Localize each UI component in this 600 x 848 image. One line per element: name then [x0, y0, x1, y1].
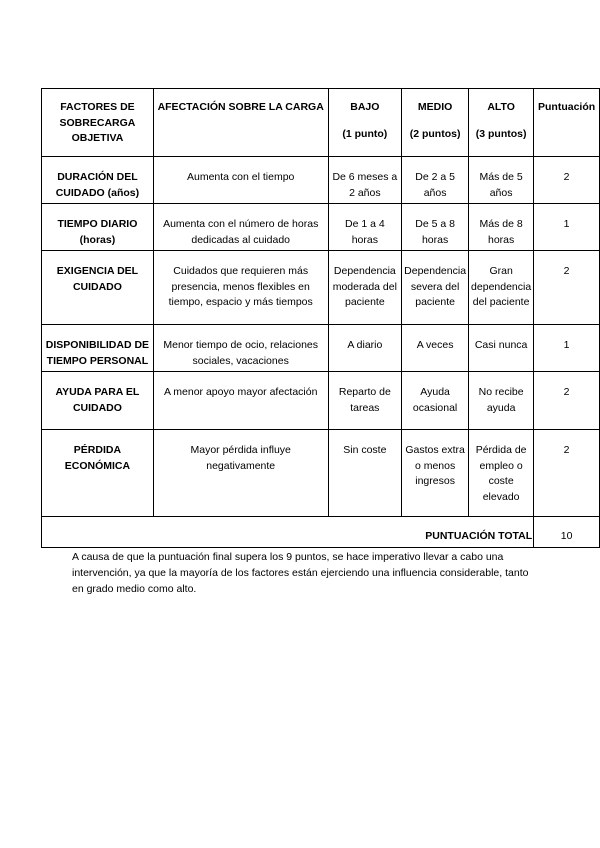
factor-cell: DISPONIBILIDAD DE TIEMPO PERSONAL: [42, 325, 154, 372]
mid-cell: De 2 a 5 años: [402, 157, 469, 204]
header-mid-points: (2 puntos): [409, 127, 461, 140]
score-cell: 1: [534, 325, 600, 372]
header-low-points: (1 punto): [342, 127, 388, 140]
score-cell: 1: [534, 204, 600, 251]
header-score: Puntuación: [534, 89, 600, 157]
conclusion-paragraph: A causa de que la puntuación final supera los 9 puntos, se hace imperativo llevar a cabo una intervención, ya que la mayoría de los factores están ejerciendo una influencia considerable, tanto en grado medio como alto.: [72, 550, 529, 595]
total-value: 10: [534, 517, 600, 548]
header-mid: [402, 89, 469, 157]
low-cell: A diario: [328, 325, 402, 372]
table-row: [42, 372, 600, 430]
overload-factors-table: [41, 88, 600, 548]
header-factor: FACTORES DE SOBRECARGA OBJETIVA: [42, 89, 154, 157]
affect-cell: Cuidados que requieren más presencia, menos flexibles en tiempo, espacio y más tiempos: [153, 251, 328, 325]
table-row: [42, 157, 600, 204]
high-cell: Más de 5 años: [469, 157, 534, 204]
factor-cell: TIEMPO DIARIO (horas): [42, 204, 154, 251]
mid-cell: De 5 a 8 horas: [402, 204, 469, 251]
total-row: [42, 517, 600, 548]
affect-cell: Mayor pérdida influye negativamente: [153, 430, 328, 517]
table-header-row: [42, 89, 600, 157]
low-cell: Dependencia moderada del paciente: [328, 251, 402, 325]
high-cell: Gran dependencia del paciente: [469, 251, 534, 325]
factor-cell: PÉRDIDA ECONÓMICA: [42, 430, 154, 517]
mid-cell: A veces: [402, 325, 469, 372]
header-high-label: ALTO: [487, 101, 515, 113]
table-row: [42, 325, 600, 372]
header-affect: AFECTACIÓN SOBRE LA CARGA: [153, 89, 328, 157]
score-cell: 2: [534, 372, 600, 430]
low-cell: Sin coste: [328, 430, 402, 517]
header-mid-label: MEDIO: [417, 101, 453, 113]
table-row: [42, 251, 600, 325]
high-cell: Más de 8 horas: [469, 204, 534, 251]
mid-cell: Gastos extra o menos ingresos: [402, 430, 469, 517]
affect-cell: Aumenta con el número de horas dedicadas al cuidado: [153, 204, 328, 251]
total-label: PUNTUACIÓN TOTAL: [42, 517, 534, 548]
high-cell: Pérdida de empleo o coste elevado: [469, 430, 534, 517]
factor-cell: AYUDA PARA EL CUIDADO: [42, 372, 154, 430]
affect-cell: Menor tiempo de ocio, relaciones sociales, vacaciones: [153, 325, 328, 372]
header-low-label: BAJO: [350, 101, 380, 113]
factor-cell: EXIGENCIA DEL CUIDADO: [42, 251, 154, 325]
header-low: [328, 89, 402, 157]
score-cell: 2: [534, 251, 600, 325]
low-cell: De 1 a 4 horas: [328, 204, 402, 251]
low-cell: Reparto de tareas: [328, 372, 402, 430]
affect-cell: A menor apoyo mayor afectación: [153, 372, 328, 430]
table-row: [42, 204, 600, 251]
header-high: [469, 89, 534, 157]
table-row: [42, 430, 600, 517]
mid-cell: Dependencia severa del paciente: [402, 251, 469, 325]
score-cell: 2: [534, 430, 600, 517]
low-cell: De 6 meses a 2 años: [328, 157, 402, 204]
high-cell: Casi nunca: [469, 325, 534, 372]
affect-cell: Aumenta con el tiempo: [153, 157, 328, 204]
score-cell: 2: [534, 157, 600, 204]
factor-cell: DURACIÓN DEL CUIDADO (años): [42, 157, 154, 204]
high-cell: No recibe ayuda: [469, 372, 534, 430]
mid-cell: Ayuda ocasional: [402, 372, 469, 430]
header-high-points: (3 puntos): [475, 127, 527, 140]
